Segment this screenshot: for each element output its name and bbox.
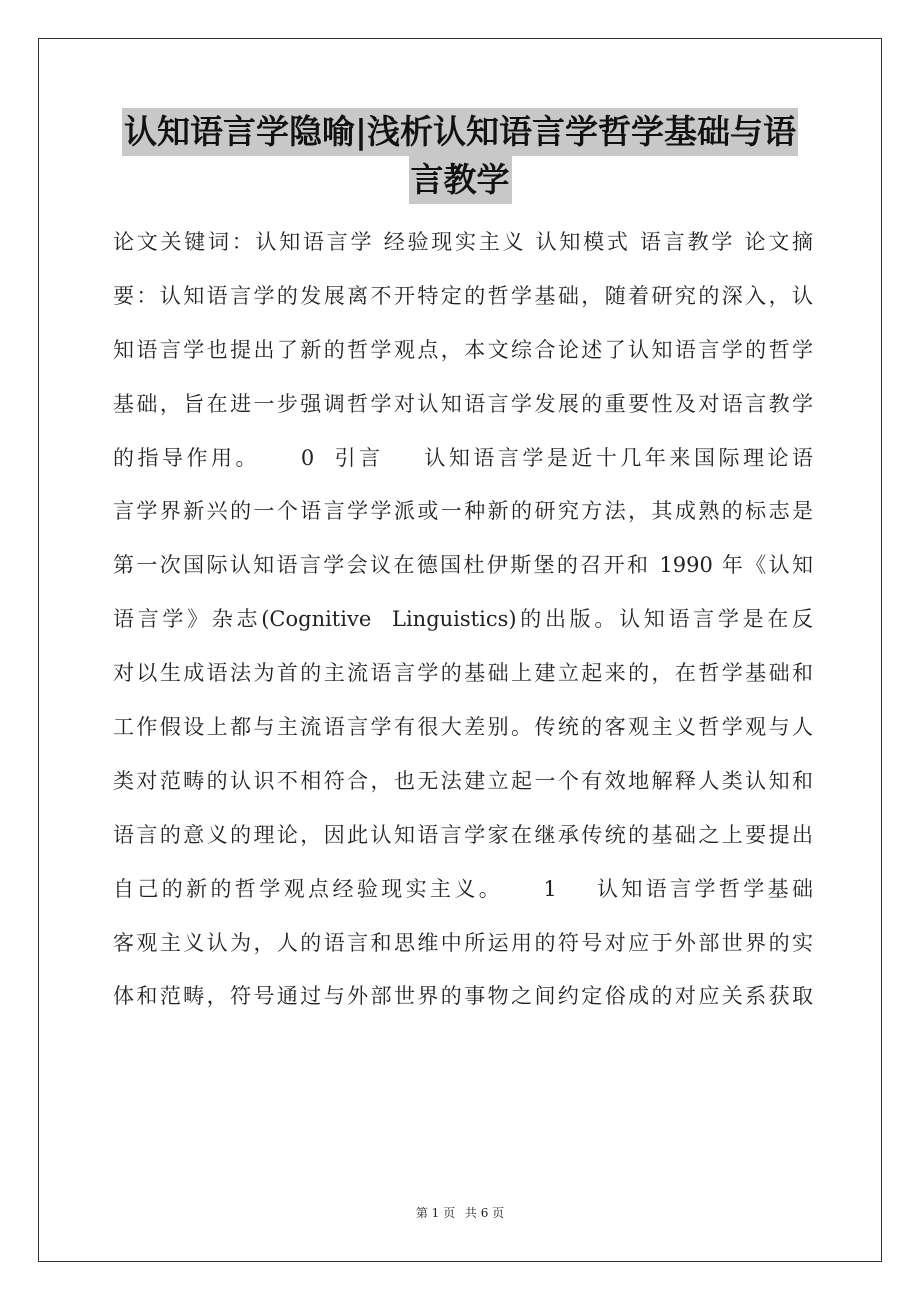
- title-line-1: 认知语言学隐喻|浅析认知语言学哲学基础与语: [122, 108, 798, 156]
- page-total: 共 6 页: [464, 1206, 505, 1220]
- page-number: 第 1 页: [415, 1206, 456, 1220]
- body-line: 言学界新兴的一个语言学学派或一种新的研究方法，其成熟的标志是: [113, 499, 813, 524]
- body-line: 类对范畴的认识不相符合，也无法建立起一个有效地解释人类认知和: [113, 768, 813, 793]
- page-footer: [0, 1204, 920, 1221]
- body-line: 要：认知语言学的发展离不开特定的哲学基础，随着研究的深入，认: [113, 283, 813, 308]
- title-line-2: 言教学: [409, 156, 512, 204]
- body-line: 工作假设上都与主流语言学有很大差别。传统的客观主义哲学观与人: [113, 715, 813, 740]
- body-line: 基础，旨在进一步强调哲学对认知语言学发展的重要性及对语言教学: [113, 391, 813, 416]
- document-title: [0, 108, 920, 204]
- body-line: 自己的新的哲学观点经验现实主义。 1 认知语言学哲学基础: [113, 876, 813, 901]
- body-line: 对以生成语法为首的主流语言学的基础上建立起来的，在哲学基础和: [113, 661, 813, 686]
- body-line: 客观主义认为，人的语言和思维中所运用的符号对应于外部世界的实: [113, 930, 813, 955]
- body-line: 第一次国际认知语言学会议在德国杜伊斯堡的召开和 1990 年《认知: [113, 553, 813, 578]
- body-line: 语言的意义的理论，因此认知语言学家在继承传统的基础之上要提出: [113, 822, 813, 847]
- body-line: 语言学》杂志(Cognitive Linguistics)的出版。认知语言学是在反: [113, 607, 813, 632]
- body-line: 体和范畴，符号通过与外部世界的事物之间约定俗成的对应关系获取: [113, 984, 813, 1009]
- body-line: 的指导作用。 0 引言 认知语言学是近十几年来国际理论语: [113, 445, 813, 470]
- body-line: 论文关键词：认知语言学 经验现实主义 认知模式 语言教学 论文摘: [113, 230, 813, 254]
- document-body: [113, 216, 813, 1024]
- body-line: 知语言学也提出了新的哲学观点，本文综合论述了认知语言学的哲学: [113, 337, 813, 362]
